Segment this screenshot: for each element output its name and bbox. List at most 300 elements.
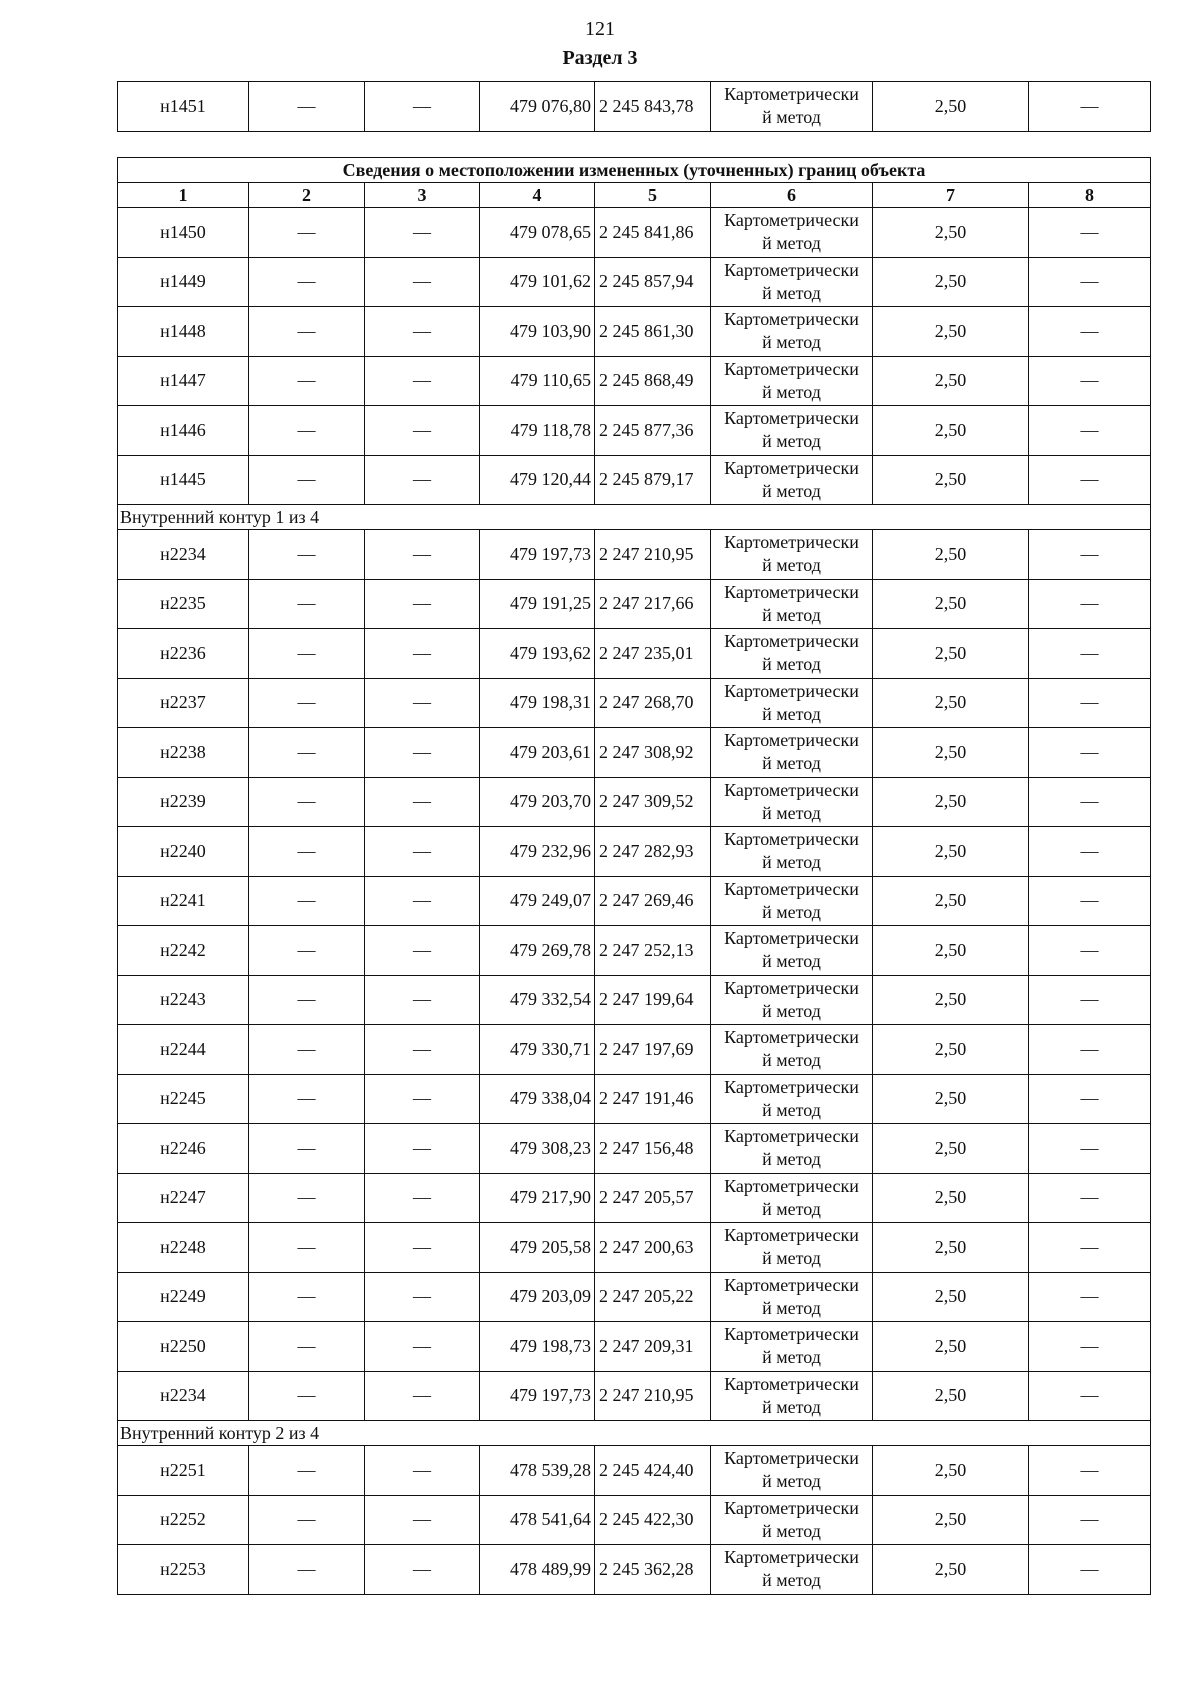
- table-row: [118, 1124, 1151, 1174]
- method-line-2: й метод: [762, 703, 821, 724]
- dash-cell: —: [249, 208, 365, 258]
- coord-x: 479 191,25: [480, 579, 595, 629]
- dash-cell: —: [365, 208, 480, 258]
- dash-cell: —: [249, 579, 365, 629]
- table-row: [118, 82, 1151, 132]
- coord-x: 479 198,31: [480, 678, 595, 728]
- dash-cell: —: [249, 257, 365, 307]
- dash-cell: —: [249, 1124, 365, 1174]
- table-row: [118, 728, 1151, 778]
- table-row: [118, 1173, 1151, 1223]
- accuracy-cell: 2,50: [873, 777, 1029, 827]
- coord-y: 2 245 843,78: [595, 82, 711, 132]
- table-row: [118, 876, 1151, 926]
- dash-cell: —: [249, 876, 365, 926]
- method-cell: [711, 678, 873, 728]
- point-name: н2239: [118, 777, 249, 827]
- method-cell: [711, 257, 873, 307]
- coord-x: 479 198,73: [480, 1322, 595, 1372]
- dash-cell: —: [1029, 82, 1151, 132]
- table-row: [118, 1371, 1151, 1421]
- method-cell: [711, 208, 873, 258]
- method-line-1: Картометрически: [724, 1448, 859, 1469]
- accuracy-cell: 2,50: [873, 1025, 1029, 1075]
- method-line-1: Картометрически: [724, 1373, 859, 1394]
- method-cell: [711, 827, 873, 877]
- point-name: н2242: [118, 926, 249, 976]
- coord-x: 479 203,61: [480, 728, 595, 778]
- accuracy-cell: 2,50: [873, 257, 1029, 307]
- dash-cell: —: [365, 307, 480, 357]
- dash-cell: —: [249, 1074, 365, 1124]
- coord-y: 2 245 422,30: [595, 1495, 711, 1545]
- dash-cell: —: [249, 82, 365, 132]
- coord-x: 479 120,44: [480, 455, 595, 505]
- accuracy-cell: 2,50: [873, 926, 1029, 976]
- dash-cell: —: [249, 975, 365, 1025]
- dash-cell: —: [1029, 1446, 1151, 1496]
- coord-y: 2 245 861,30: [595, 307, 711, 357]
- dash-cell: —: [1029, 1322, 1151, 1372]
- method-line-2: й метод: [762, 604, 821, 625]
- dash-cell: —: [1029, 1272, 1151, 1322]
- method-cell: [711, 307, 873, 357]
- method-line-2: й метод: [762, 332, 821, 353]
- table-row: [118, 257, 1151, 307]
- coord-y: 2 245 868,49: [595, 356, 711, 406]
- accuracy-cell: 2,50: [873, 1173, 1029, 1223]
- coord-x: 479 232,96: [480, 827, 595, 877]
- method-line-2: й метод: [762, 1471, 821, 1492]
- method-cell: [711, 1223, 873, 1273]
- point-name: н2238: [118, 728, 249, 778]
- dash-cell: —: [365, 1545, 480, 1595]
- coord-x: 479 217,90: [480, 1173, 595, 1223]
- coord-x: 479 197,73: [480, 530, 595, 580]
- column-header: 7: [873, 183, 1029, 208]
- point-name: н2252: [118, 1495, 249, 1545]
- coord-x: 479 249,07: [480, 876, 595, 926]
- coord-x: 479 269,78: [480, 926, 595, 976]
- dash-cell: —: [1029, 827, 1151, 877]
- dash-cell: —: [365, 455, 480, 505]
- dash-cell: —: [365, 579, 480, 629]
- method-line-1: Картометрически: [724, 1274, 859, 1295]
- column-header: 6: [711, 183, 873, 208]
- dash-cell: —: [1029, 1124, 1151, 1174]
- method-line-2: й метод: [762, 802, 821, 823]
- point-name: н2235: [118, 579, 249, 629]
- coord-x: 479 330,71: [480, 1025, 595, 1075]
- coord-x: 479 118,78: [480, 406, 595, 456]
- dash-cell: —: [249, 530, 365, 580]
- coord-y: 2 247 200,63: [595, 1223, 711, 1273]
- method-cell: [711, 1074, 873, 1124]
- table-row: [118, 827, 1151, 877]
- coord-y: 2 247 217,66: [595, 579, 711, 629]
- accuracy-cell: 2,50: [873, 678, 1029, 728]
- method-line-1: Картометрически: [724, 358, 859, 379]
- coord-y: 2 245 841,86: [595, 208, 711, 258]
- method-cell: [711, 629, 873, 679]
- dash-cell: —: [1029, 579, 1151, 629]
- method-cell: [711, 356, 873, 406]
- dash-cell: —: [1029, 926, 1151, 976]
- method-cell: [711, 1371, 873, 1421]
- dash-cell: —: [1029, 257, 1151, 307]
- dash-cell: —: [365, 1495, 480, 1545]
- coord-x: 479 203,09: [480, 1272, 595, 1322]
- coord-x: 479 103,90: [480, 307, 595, 357]
- coord-y: 2 247 210,95: [595, 530, 711, 580]
- table-row: [118, 1025, 1151, 1075]
- coord-y: 2 247 209,31: [595, 1322, 711, 1372]
- coord-y: 2 245 424,40: [595, 1446, 711, 1496]
- method-line-2: й метод: [762, 1000, 821, 1021]
- accuracy-cell: 2,50: [873, 1322, 1029, 1372]
- table-title: Сведения о местоположении измененных (уточненных) границ объекта: [118, 158, 1151, 183]
- method-line-1: Картометрически: [724, 779, 859, 800]
- dash-cell: —: [249, 356, 365, 406]
- dash-cell: —: [365, 82, 480, 132]
- accuracy-cell: 2,50: [873, 1446, 1029, 1496]
- method-line-2: й метод: [762, 1347, 821, 1368]
- method-line-2: й метод: [762, 852, 821, 873]
- method-line-2: й метод: [762, 1570, 821, 1591]
- point-name: н2234: [118, 1371, 249, 1421]
- accuracy-cell: 2,50: [873, 1371, 1029, 1421]
- column-header: 8: [1029, 183, 1151, 208]
- dash-cell: —: [365, 876, 480, 926]
- method-line-1: Картометрически: [724, 408, 859, 429]
- method-line-2: й метод: [762, 555, 821, 576]
- dash-cell: —: [1029, 356, 1151, 406]
- dash-cell: —: [365, 629, 480, 679]
- dash-cell: —: [249, 307, 365, 357]
- dash-cell: —: [365, 827, 480, 877]
- method-cell: [711, 777, 873, 827]
- method-line-1: Картометрически: [724, 1324, 859, 1345]
- method-cell: [711, 406, 873, 456]
- point-name: н2237: [118, 678, 249, 728]
- table-title-row: [118, 158, 1151, 183]
- method-cell: [711, 455, 873, 505]
- method-line-2: й метод: [762, 1050, 821, 1071]
- coord-y: 2 247 269,46: [595, 876, 711, 926]
- table-row: [118, 1495, 1151, 1545]
- coord-x: 479 308,23: [480, 1124, 595, 1174]
- coord-y: 2 247 235,01: [595, 629, 711, 679]
- method-line-1: Картометрически: [724, 977, 859, 998]
- coord-x: 479 101,62: [480, 257, 595, 307]
- dash-cell: —: [249, 629, 365, 679]
- dash-cell: —: [249, 777, 365, 827]
- coord-y: 2 247 282,93: [595, 827, 711, 877]
- method-line-1: Картометрически: [724, 532, 859, 553]
- coord-y: 2 247 309,52: [595, 777, 711, 827]
- dash-cell: —: [249, 1371, 365, 1421]
- method-cell: [711, 728, 873, 778]
- coord-x: 479 197,73: [480, 1371, 595, 1421]
- coord-y: 2 247 205,22: [595, 1272, 711, 1322]
- dash-cell: —: [249, 1322, 365, 1372]
- method-line-2: й метод: [762, 480, 821, 501]
- point-name: н2241: [118, 876, 249, 926]
- point-name: н2246: [118, 1124, 249, 1174]
- column-header: 2: [249, 183, 365, 208]
- accuracy-cell: 2,50: [873, 1495, 1029, 1545]
- method-line-2: й метод: [762, 233, 821, 254]
- method-line-1: Картометрически: [724, 631, 859, 652]
- dash-cell: —: [1029, 678, 1151, 728]
- method-line-1: Картометрически: [724, 1225, 859, 1246]
- method-line-1: Картометрически: [724, 1547, 859, 1568]
- method-line-1: Картометрически: [724, 581, 859, 602]
- table-row: [118, 579, 1151, 629]
- dash-cell: —: [249, 1173, 365, 1223]
- dash-cell: —: [365, 1124, 480, 1174]
- dash-cell: —: [365, 1371, 480, 1421]
- point-name: н2253: [118, 1545, 249, 1595]
- table-row: [118, 777, 1151, 827]
- coord-y: 2 247 199,64: [595, 975, 711, 1025]
- dash-cell: —: [1029, 728, 1151, 778]
- method-line-1: Картометрически: [724, 84, 859, 105]
- dash-cell: —: [1029, 530, 1151, 580]
- point-name: н1446: [118, 406, 249, 456]
- point-name: н2244: [118, 1025, 249, 1075]
- method-line-2: й метод: [762, 1520, 821, 1541]
- accuracy-cell: 2,50: [873, 975, 1029, 1025]
- coord-x: 479 110,65: [480, 356, 595, 406]
- coord-x: 479 203,70: [480, 777, 595, 827]
- column-header: 4: [480, 183, 595, 208]
- method-line-2: й метод: [762, 1198, 821, 1219]
- accuracy-cell: 2,50: [873, 629, 1029, 679]
- dash-cell: —: [1029, 1371, 1151, 1421]
- accuracy-cell: 2,50: [873, 728, 1029, 778]
- accuracy-cell: 2,50: [873, 579, 1029, 629]
- method-line-1: Картометрически: [724, 829, 859, 850]
- method-line-2: й метод: [762, 431, 821, 452]
- continuation-table: [117, 81, 1151, 132]
- dash-cell: —: [1029, 876, 1151, 926]
- dash-cell: —: [1029, 975, 1151, 1025]
- dash-cell: —: [249, 406, 365, 456]
- method-cell: [711, 1446, 873, 1496]
- dash-cell: —: [249, 1025, 365, 1075]
- accuracy-cell: 2,50: [873, 1272, 1029, 1322]
- point-name: н2251: [118, 1446, 249, 1496]
- accuracy-cell: 2,50: [873, 1223, 1029, 1273]
- dash-cell: —: [365, 1025, 480, 1075]
- point-name: н2234: [118, 530, 249, 580]
- coord-y: 2 247 191,46: [595, 1074, 711, 1124]
- table-row: [118, 1074, 1151, 1124]
- dash-cell: —: [249, 926, 365, 976]
- dash-cell: —: [1029, 1074, 1151, 1124]
- dash-cell: —: [1029, 1173, 1151, 1223]
- point-name: н1445: [118, 455, 249, 505]
- dash-cell: —: [1029, 406, 1151, 456]
- method-line-2: й метод: [762, 381, 821, 402]
- accuracy-cell: 2,50: [873, 827, 1029, 877]
- dash-cell: —: [1029, 307, 1151, 357]
- accuracy-cell: 2,50: [873, 1545, 1029, 1595]
- dash-cell: —: [365, 1272, 480, 1322]
- method-cell: [711, 975, 873, 1025]
- table-row: [118, 455, 1151, 505]
- method-line-2: й метод: [762, 753, 821, 774]
- method-line-1: Картометрически: [724, 210, 859, 231]
- point-name: н1447: [118, 356, 249, 406]
- method-line-2: й метод: [762, 282, 821, 303]
- coord-y: 2 245 362,28: [595, 1545, 711, 1595]
- method-line-1: Картометрически: [724, 928, 859, 949]
- dash-cell: —: [365, 1223, 480, 1273]
- table-row: [118, 1322, 1151, 1372]
- method-line-2: й метод: [762, 1297, 821, 1318]
- point-name: н2245: [118, 1074, 249, 1124]
- accuracy-cell: 2,50: [873, 307, 1029, 357]
- dash-cell: —: [1029, 777, 1151, 827]
- accuracy-cell: 2,50: [873, 356, 1029, 406]
- dash-cell: —: [365, 406, 480, 456]
- dash-cell: —: [249, 1545, 365, 1595]
- dash-cell: —: [365, 777, 480, 827]
- method-line-1: Картометрически: [724, 1497, 859, 1518]
- table-row: [118, 1223, 1151, 1273]
- dash-cell: —: [249, 455, 365, 505]
- dash-cell: —: [365, 975, 480, 1025]
- method-cell: [711, 1173, 873, 1223]
- dash-cell: —: [1029, 1495, 1151, 1545]
- coord-x: 479 338,04: [480, 1074, 595, 1124]
- method-cell: [711, 530, 873, 580]
- coord-x: 479 205,58: [480, 1223, 595, 1273]
- coord-y: 2 247 210,95: [595, 1371, 711, 1421]
- coord-x: 479 332,54: [480, 975, 595, 1025]
- table-row: [118, 356, 1151, 406]
- accuracy-cell: 2,50: [873, 876, 1029, 926]
- coord-y: 2 247 268,70: [595, 678, 711, 728]
- table-row: [118, 1446, 1151, 1496]
- page-number: 121: [585, 18, 615, 40]
- dash-cell: —: [365, 257, 480, 307]
- point-name: н2236: [118, 629, 249, 679]
- point-name: н2240: [118, 827, 249, 877]
- accuracy-cell: 2,50: [873, 530, 1029, 580]
- dash-cell: —: [1029, 455, 1151, 505]
- method-cell: [711, 1025, 873, 1075]
- point-name: н2243: [118, 975, 249, 1025]
- method-cell: [711, 1272, 873, 1322]
- table-row: [118, 307, 1151, 357]
- column-header: 5: [595, 183, 711, 208]
- dash-cell: —: [365, 1074, 480, 1124]
- dash-cell: —: [365, 1322, 480, 1372]
- contour-label-row: [118, 1421, 1151, 1446]
- coord-y: 2 245 879,17: [595, 455, 711, 505]
- method-cell: [711, 82, 873, 132]
- accuracy-cell: 2,50: [873, 82, 1029, 132]
- coord-x: 478 539,28: [480, 1446, 595, 1496]
- method-line-1: Картометрически: [724, 309, 859, 330]
- accuracy-cell: 2,50: [873, 455, 1029, 505]
- dash-cell: —: [249, 728, 365, 778]
- method-cell: [711, 1322, 873, 1372]
- coord-y: 2 247 205,57: [595, 1173, 711, 1223]
- method-cell: [711, 1545, 873, 1595]
- contour-label: Внутренний контур 2 из 4: [118, 1421, 1151, 1446]
- method-line-1: Картометрически: [724, 1126, 859, 1147]
- dash-cell: —: [249, 1223, 365, 1273]
- method-line-1: Картометрически: [724, 1076, 859, 1097]
- point-name: н2247: [118, 1173, 249, 1223]
- point-name: н2248: [118, 1223, 249, 1273]
- dash-cell: —: [1029, 629, 1151, 679]
- dash-cell: —: [365, 530, 480, 580]
- point-name: н1450: [118, 208, 249, 258]
- dash-cell: —: [1029, 208, 1151, 258]
- point-name: н1448: [118, 307, 249, 357]
- column-header-row: [118, 183, 1151, 208]
- dash-cell: —: [365, 1173, 480, 1223]
- coord-x: 479 078,65: [480, 208, 595, 258]
- method-line-2: й метод: [762, 1396, 821, 1417]
- method-cell: [711, 1124, 873, 1174]
- method-line-2: й метод: [762, 1248, 821, 1269]
- method-line-1: Картометрически: [724, 878, 859, 899]
- coord-y: 2 247 156,48: [595, 1124, 711, 1174]
- method-line-1: Картометрически: [724, 259, 859, 280]
- accuracy-cell: 2,50: [873, 208, 1029, 258]
- coord-x: 478 489,99: [480, 1545, 595, 1595]
- dash-cell: —: [365, 926, 480, 976]
- dash-cell: —: [249, 678, 365, 728]
- dash-cell: —: [1029, 1223, 1151, 1273]
- coord-y: 2 247 308,92: [595, 728, 711, 778]
- method-line-1: Картометрически: [724, 1027, 859, 1048]
- dash-cell: —: [365, 356, 480, 406]
- boundary-table: [117, 157, 1151, 1595]
- table-row: [118, 629, 1151, 679]
- method-line-2: й метод: [762, 654, 821, 675]
- table-row: [118, 678, 1151, 728]
- table-row: [118, 530, 1151, 580]
- coord-y: 2 247 197,69: [595, 1025, 711, 1075]
- method-line-2: й метод: [762, 901, 821, 922]
- method-line-1: Картометрически: [724, 680, 859, 701]
- method-cell: [711, 579, 873, 629]
- method-line-1: Картометрически: [724, 457, 859, 478]
- accuracy-cell: 2,50: [873, 1124, 1029, 1174]
- coord-x: 479 076,80: [480, 82, 595, 132]
- table-row: [118, 975, 1151, 1025]
- contour-label: Внутренний контур 1 из 4: [118, 505, 1151, 530]
- table-row: [118, 1545, 1151, 1595]
- dash-cell: —: [1029, 1545, 1151, 1595]
- method-cell: [711, 1495, 873, 1545]
- method-line-1: Картометрически: [724, 1175, 859, 1196]
- accuracy-cell: 2,50: [873, 406, 1029, 456]
- point-name: н1449: [118, 257, 249, 307]
- method-cell: [711, 926, 873, 976]
- dash-cell: —: [365, 678, 480, 728]
- coord-x: 478 541,64: [480, 1495, 595, 1545]
- method-line-2: й метод: [762, 107, 821, 128]
- section-title: Раздел 3: [562, 47, 638, 69]
